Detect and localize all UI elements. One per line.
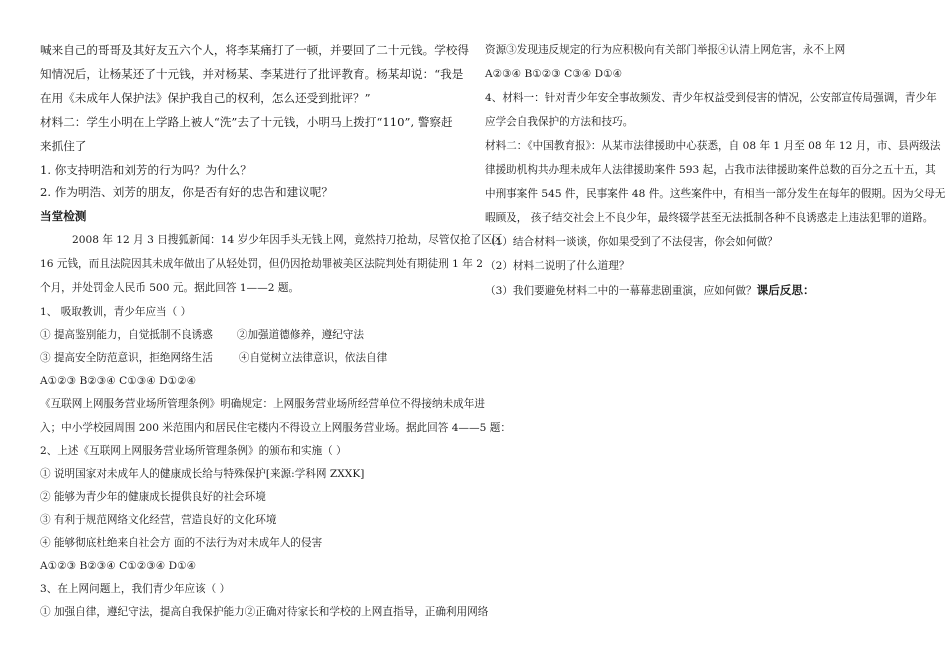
para1-line-2: 知情况后，让杨某还了十元钱，并对杨某、李某进行了批评教育。杨某却说：“我是 (40, 67, 464, 81)
mc2-stem: 2、上述《互联网上网服务营业场所管理条例》的颁布和实施（ ） (40, 445, 347, 457)
mc1-option-4: ④自觉树立法律意识，依法自律 (238, 352, 388, 364)
sub-question-3-row (485, 282, 913, 299)
regulation-line-2: 入；中小学校园周围 200 米范围内和居民住宅楼内不得设立上网服务营业场。据此回答 4——5 题： (40, 422, 511, 434)
reflection-heading: 课后反思： (756, 283, 815, 297)
mc1-choices: A①②③ B②③④ C①③④ D①②④ (40, 375, 197, 387)
news-line-3: 个月，并处罚金人民币 500 元。据此回答 1——2 题。 (40, 282, 300, 294)
news-line-1: 2008 年 12 月 3 日搜狐新闻：14 岁少年因手头无钱上网，竟然持刀抢劫，尽管仅抢了区区 (72, 234, 503, 246)
material2-right-line-1: 材料二：《中国教育报》：从某市法律援助中心获悉，自 08 年 1 月至 08 年 12 月，市、县两级法 (485, 140, 941, 152)
material2-line-1: 材料二：学生小明在上学路上被人“洗”去了十元钱，小明马上拨打“110”, 警察赶 (40, 115, 453, 129)
mc1-option-2: ②加强道德修养，遵纪守法 (236, 329, 364, 341)
q4-line-1: 4、材料一：针对青少年安全事故频发、青少年权益受到侵害的情况，公安部宣传局强调，青少年 (485, 92, 937, 104)
mc3-stem: 3、在上网问题上，我们青少年应该（ ） (40, 583, 231, 595)
mc1-stem: 1、 吸取教训，青少年应当（ ） (40, 306, 192, 318)
mc1-option-1: ① 提高鉴别能力，自觉抵制不良诱惑 (40, 329, 213, 341)
mc1-option-3: ③ 提高安全防范意识，拒绝网络生活 (40, 352, 213, 364)
mc2-choices: A①②③ B②③④ C①②③④ D①④ (40, 560, 197, 572)
mc3-choices: A②③④ B①②③ C③④ D①④ (485, 68, 623, 80)
mc3-option-continued: 资源③发现违反规定的行为应积极向有关部门举报④认清上网危害，永不上网 (485, 44, 846, 56)
mc2-option-2: ② 能够为青少年的健康成长提供良好的社会环境 (40, 491, 266, 503)
sub-question-2: （2）材料二说明了什么道理？ (485, 260, 630, 272)
material2-right-line-2: 律援助机构共办理未成年人法律援助案件 593 起，占我市法律援助案件总数的百分之五十五，其 (485, 164, 936, 176)
material2-right-line-4: 暇顾及， 孩子结交社会上不良少年，最终辍学甚至无法抵制各种不良诱惑走上违法犯罪的道路。 (485, 212, 934, 224)
mc2-option-3: ③ 有利于规范网络文化经营，营造良好的文化环境 (40, 514, 277, 526)
sub-question-3: （3）我们要避免材料二中的一幕幕悲剧重演，应如何做？ (485, 285, 757, 297)
q4-line-2: 应学会自我保护的方法和技巧。 (485, 116, 634, 128)
mc2-option-1: ① 说明国家对未成年人的健康成长给与特殊保护[来源:学科网 ZXXK] (40, 468, 365, 480)
para1-line-1: 喊来自己的哥哥及其好友五六个人，将李某痛打了一顿，并要回了二十元钱。学校得 (40, 43, 469, 57)
para1-line-3: 在用《未成年人保护法》保护我自己的权利，怎么还受到批评？” (40, 91, 371, 105)
question-2: 2. 作为明浩、刘芳的朋友，你是否有好的忠告和建议呢？ (40, 185, 333, 199)
sub-question-1: （1）结合材料一谈谈，你如果受到了不法侵害，你会如何做？ (485, 236, 778, 248)
material2-line-2: 来抓住了 (40, 139, 87, 153)
mc2-option-4: ④ 能够彻底杜绝来自社会方 面的不法行为对未成年人的侵害 (40, 537, 323, 549)
regulation-line-1: 《互联网上网服务营业场所管理条例》明确规定：上网服务营业场所经营单位不得接纳未成年进 (40, 398, 485, 410)
question-1: 1. 你支持明浩和刘芳的行为吗？为什么？ (40, 163, 252, 177)
news-line-2: 16 元钱，而且法院因其未成年做出了从轻处罚，但仍因抢劫罪被美区法院判处有期徒刑 1 年 2 (40, 258, 483, 270)
material2-right-line-3: 中刑事案件 545 件，民事案件 48 件。这些案件中，有相当一部分发生在每年的假期。因为父母无 (485, 188, 946, 200)
section-title: 当堂检测 (40, 209, 87, 223)
mc3-option-line: ① 加强自律，遵纪守法，提高自我保护能力②正确对待家长和学校的上网直指导，正确利用网络 (40, 606, 489, 618)
mc1-options-row-1 (40, 327, 468, 343)
mc1-options-row-2 (40, 350, 468, 366)
